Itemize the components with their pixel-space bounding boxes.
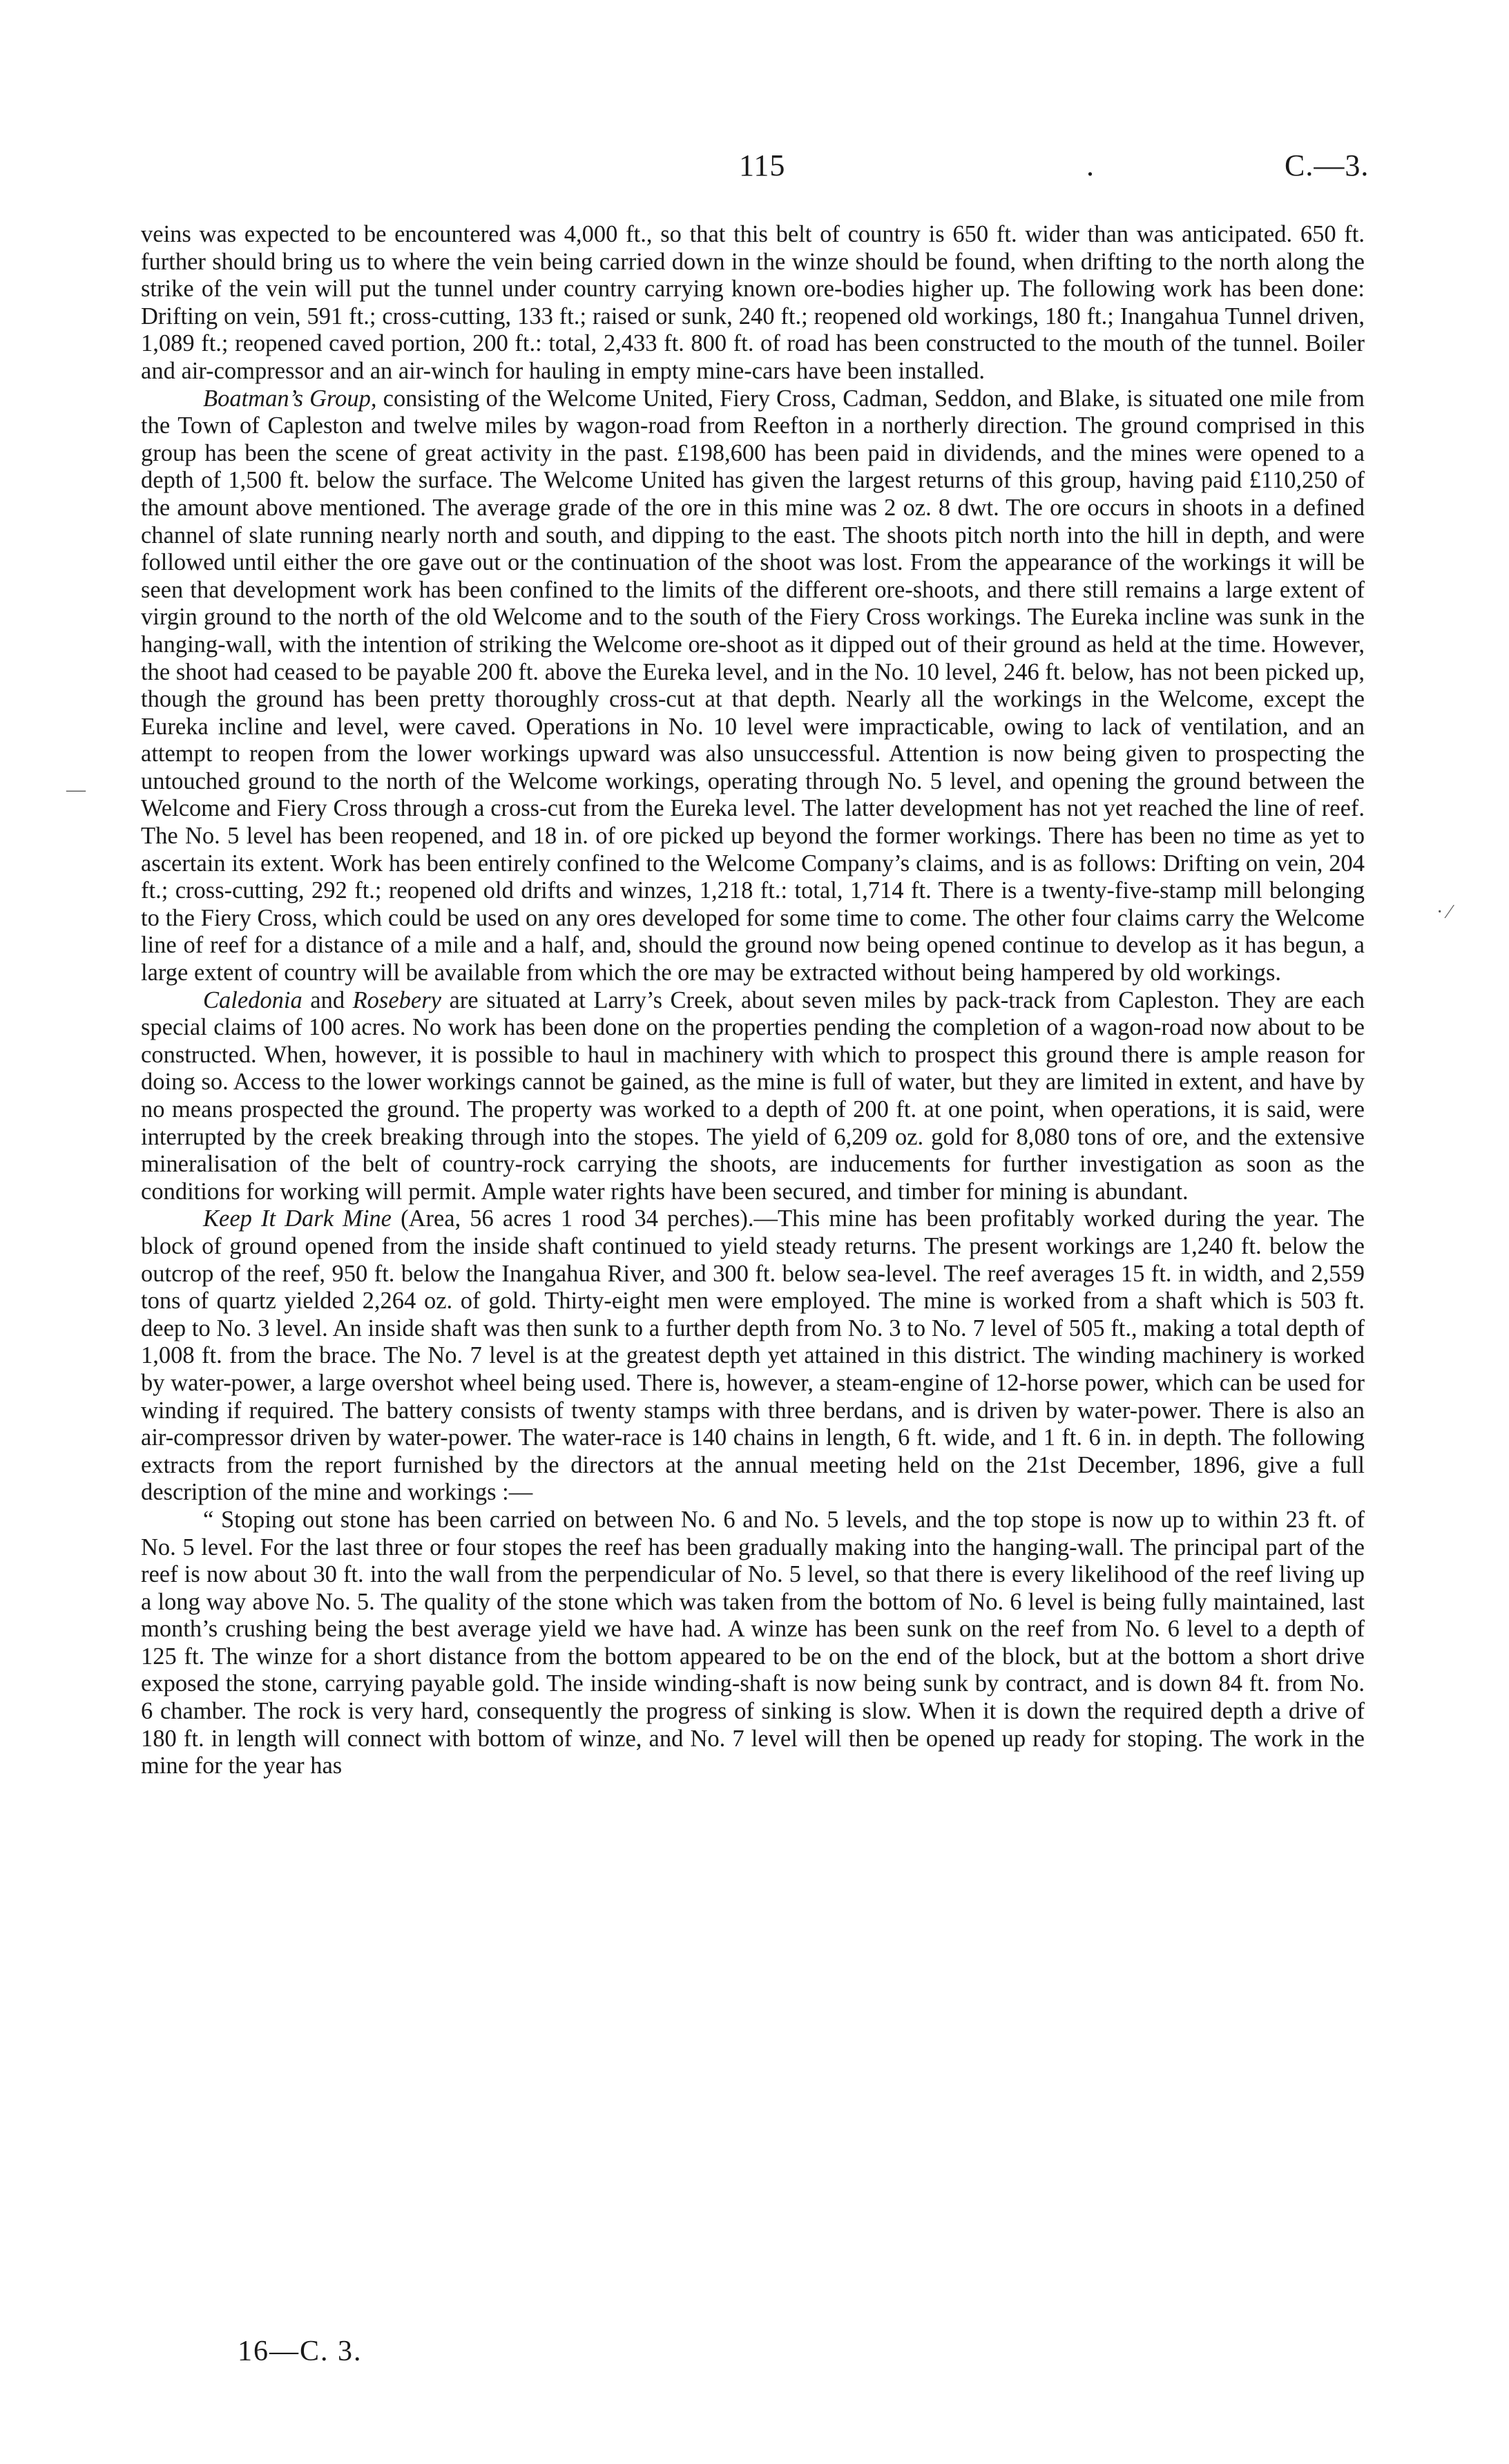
paragraph-lead-secondary: Rosebery: [352, 986, 441, 1013]
paragraph-lead: Caledonia: [203, 986, 302, 1013]
paragraph-keep-it-dark-mine: [141, 1205, 1365, 1507]
page-header: [0, 148, 1509, 189]
paragraph-text: “ Stoping out stone has been carried on between No. 6 and No. 5 levels, and the top stope is now up to within 23 ft. of No. 5 level. For the last three or four stopes the reef has been gradually making into the hanging-wall. The principal part of the reef is now about 30 ft. into the wall from the perpendicular of No. 5 level, so that there is every likelihood of the reef living up a long way above No. 5. The quality of the stone which was taken from the bottom of No. 6 level is being fully maintained, last month’s crushing being the best average yield we have had. A winze has been sunk on the reef from No. 6 level to a depth of 125 ft. The winze for a short distance from the bottom appeared to be on the end of the block, but at the bottom a short drive exposed the stone, carrying payable gold. The inside winding-shaft is now being sunk by contract, and is down 84 ft. from No. 6 chamber. The rock is very hard, consequently the progress of sinking is slow. When it is down the required depth a drive of 180 ft. in length will connect with bottom of winze, and No. 7 level will then be opened up ready for stoping. The work in the mine for the year has: [141, 1506, 1365, 1779]
paragraph-lead: Boatman’s Group,: [203, 385, 377, 412]
margin-mark-right: · ⁄: [1436, 901, 1451, 923]
paragraph-directors-report-quote: [141, 1507, 1365, 1780]
printer-signature: 16—C. 3.: [238, 2336, 363, 2367]
paragraph-continuation: [141, 221, 1365, 385]
paragraph-text: are situated at Larry’s Creek, about seven miles by pack-track from Capleston. They are each special claims of 100 acres. No work has been done on the properties pending the completion of a wagon-road now about to be constructed. When, however, it is possible to haul in machinery with which to prospect this ground there is ample reason for doing so. Access to the lower workings cannot be gained, as the mine is full of water, but they are limited in extent, and have by no means prospected the ground. The property was worked to a depth of 200 ft. at one point, when operations, it is said, were interrupted by the creek breaking through into the stopes. The yield of 6,209 oz. gold for 8,080 tons of ore, and the extensive mineralisation of the belt of country-rock carrying the shoots, are inducements for further investigation as soon as the conditions for working will permit. Ample water rights have been secured, and timber for mining is abundant.: [141, 986, 1365, 1205]
paper-reference: C.—3.: [1285, 149, 1369, 182]
paragraph-text: consisting of the Welcome United, Fiery Cross, Cadman, Seddon, and Blake, is situated one mile from the Town of Capleston and twelve miles by wagon-road from Reefton in a northerly direction. The ground comprised in this group has been the scene of great activity in the past. £198,600 has been paid in dividends, and the mines were opened to a depth of 1,500 ft. below the surface. The Welcome United has given the largest returns of this group, having paid £110,250 of the amount above mentioned. The average grade of the ore in this mine was 2 oz. 8 dwt. The ore occurs in shoots in a defined channel of slate running nearly north and south, and dipping to the east. The shoots pitch north into the hill in depth, and were followed until either the ore gave out or the continuation of the shoot was lost. From the appearance of the workings it will be seen that development work has been confined to the limits of the different ore-shoots, and there still remains a large extent of virgin ground to the north of the old Welcome and to the south of the Fiery Cross workings. The Eureka incline was sunk in the hanging-wall, with the intention of striking the Welcome ore-shoot as it dipped out of their ground as held at the time. However, the shoot had ceased to be payable 200 ft. above the Eureka level, and in the No. 10 level, 246 ft. below, has not been picked up, though the ground has been pretty thoroughly cross-cut at that depth. Nearly all the workings in the Welcome, except the Eureka incline and level, were caved. Operations in No. 10 level were impracticable, owing to lack of ventilation, and an attempt to reopen from the lower workings upward was also unsuccessful. Attention is now being given to prospecting the untouched ground to the north of the Welcome workings, operating through No. 5 level, and opening the ground between the Welcome and Fiery Cross through a cross-cut from the Eureka level. The latter development has not yet reached the line of reef. The No. 5 level has been reopened, and 18 in. of ore picked up beyond the former workings. There has been no time as yet to ascertain its extent. Work has been entirely confined to the Welcome Company’s claims, and is as follows: Drifting on vein, 204 ft.; cross-cutting, 292 ft.; reopened old drifts and winzes, 1,218 ft.: total, 1,714 ft. There is a twenty-five-stamp mill belonging to the Fiery Cross, which could be used on any ores developed for some time to come. The other four claims carry the Welcome line of reef for a distance of a mile and a half, and, should the ground now being opened continue to develop as it has begun, a large extent of country will be available from which the ore may be extracted without being hampered by old workings.: [141, 385, 1365, 986]
margin-mark-left: —: [66, 779, 86, 801]
paragraph-text: veins was expected to be encountered was 4,000 ft., so that this belt of country is 650 ft. wider than was anticipated. 650 ft. further should bring us to where the vein being carried down in the winze should be found, when drifting to the north along the strike of the vein will put the tunnel under country carrying known ore-bodies higher up. The following work has been done: Drifting on vein, 591 ft.; cross-cutting, 133 ft.; raised or sunk, 240 ft.; reopened old workings, 180 ft.; Inangahua Tunnel driven, 1,089 ft.; reopened caved portion, 200 ft.: total, 2,433 ft. 800 ft. of road has been constructed to the mouth of the tunnel. Boiler and air-compressor and an air-winch for hauling in empty mine-cars have been installed.: [141, 221, 1365, 384]
page-number: 115: [739, 149, 786, 182]
body-text: [141, 221, 1365, 1780]
paragraph-text: (Area, 56 acres 1 rood 34 perches).—This mine has been profitably worked during the year. The block of ground opened from the inside shaft continued to yield steady returns. The present workings are 1,240 ft. below the outcrop of the reef, 950 ft. below the Inangahua River, and 300 ft. below sea-level. The reef averages 15 ft. in width, and 2,559 tons of quartz yielded 2,264 oz. of gold. Thirty-eight men were employed. The mine is worked from a shaft which is 503 ft. deep to No. 3 level. An inside shaft was then sunk to a further depth from No. 3 to No. 7 level of 505 ft., making a total depth of 1,008 ft. from the brace. The No. 7 level is at the greatest depth yet attained in this district. The winding machinery is worked by water-power, a large overshot wheel being used. There is, however, a steam-engine of 12-horse power, which can be used for winding if required. The battery consists of twenty stamps with three berdans, and is driven by water-power. There is also an air-compressor driven by water-power. The water-race is 140 chains in length, 6 ft. wide, and 1 ft. 6 in. in depth. The following extracts from the report furnished by the directors at the annual meeting held on the 21st December, 1896, give a full description of the mine and workings :—: [141, 1205, 1365, 1506]
header-dot: .: [1086, 149, 1094, 182]
paragraph-connector: and: [302, 986, 353, 1013]
paragraph-lead: Keep It Dark Mine: [203, 1205, 392, 1232]
paragraph-boatmans-group: [141, 385, 1365, 987]
paragraph-caledonia-rosebery: [141, 987, 1365, 1206]
